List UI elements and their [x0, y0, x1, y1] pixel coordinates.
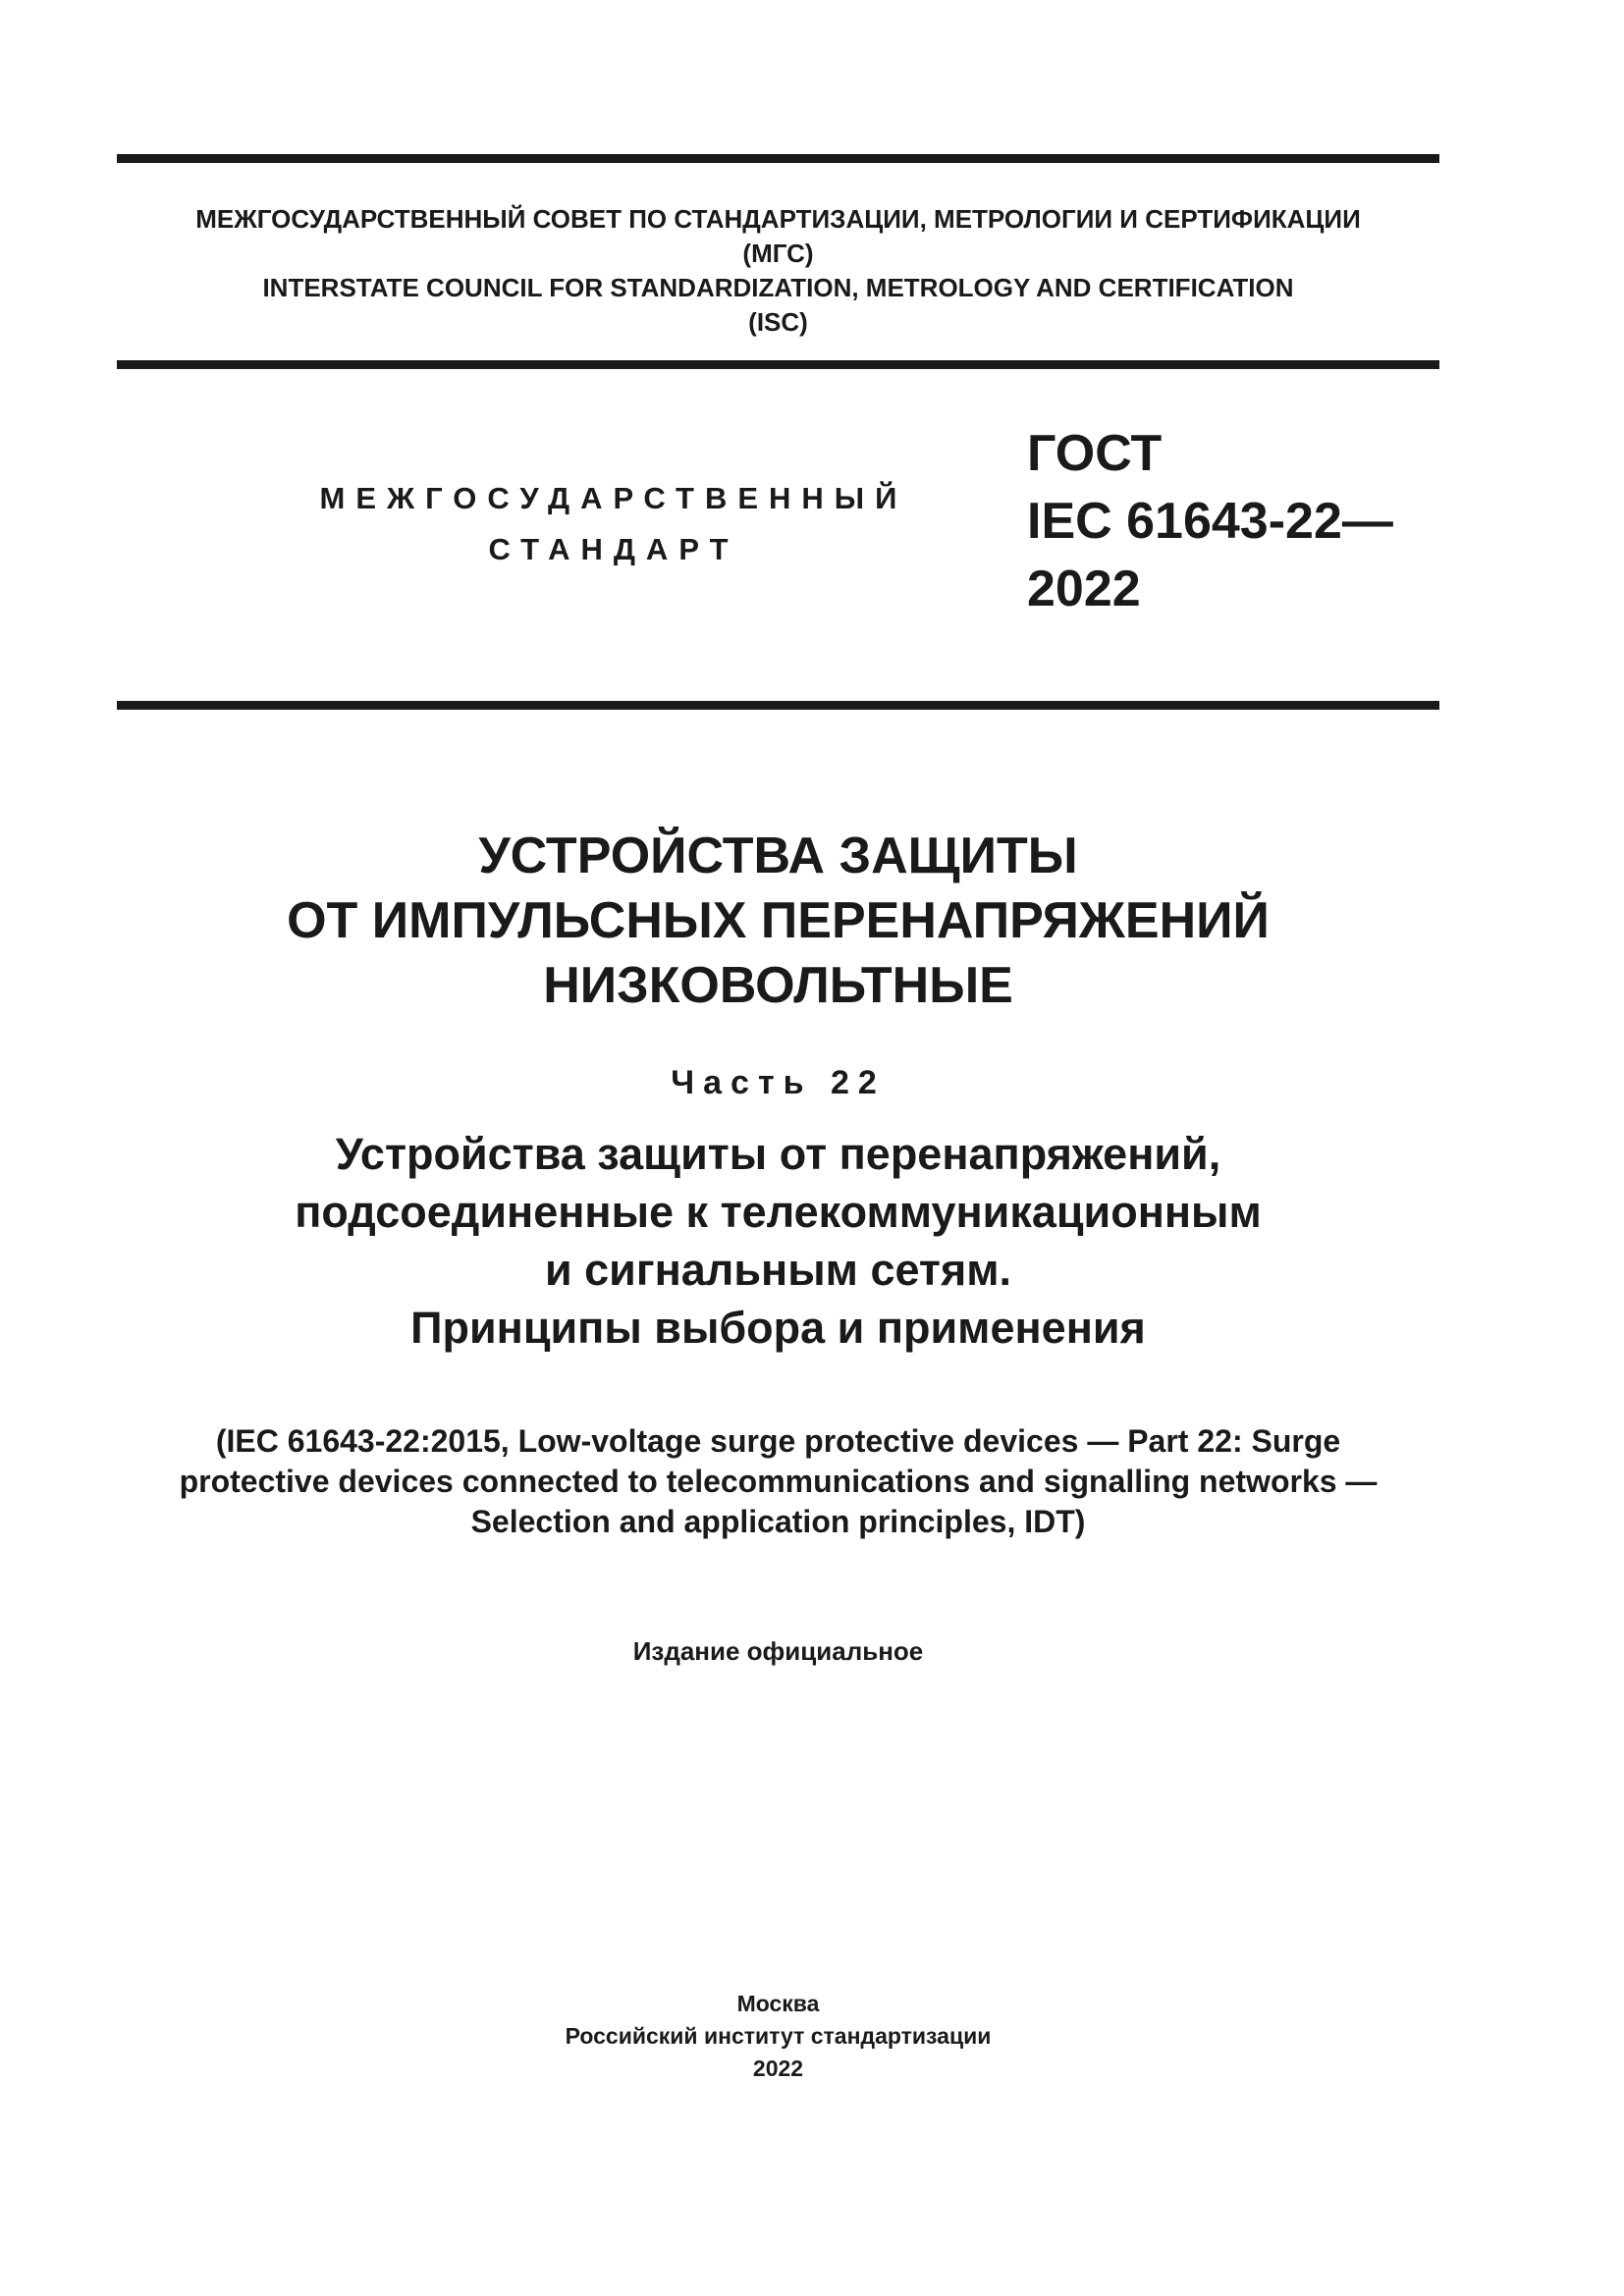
- council-ru-abbr: (МГС): [742, 239, 814, 268]
- designation-rule: [117, 701, 1439, 710]
- designation-line-2: IEC 61643-22—: [1027, 493, 1393, 550]
- council-rule: [117, 360, 1439, 369]
- council-header: [117, 202, 1439, 340]
- publisher-block: [117, 1988, 1439, 2085]
- council-ru-name: МЕЖГОСУДАРСТВЕННЫЙ СОВЕТ ПО СТАНДАРТИЗАЦИИ, МЕТРОЛОГИИ И СЕРТИФИКАЦИИ: [195, 204, 1361, 234]
- top-rule: [117, 154, 1439, 163]
- standard-type: [295, 473, 933, 575]
- subtitle-line-3: и сигнальным сетям.: [544, 1245, 1011, 1295]
- publisher-city: Москва: [736, 1991, 820, 2016]
- title-line-3: НИЗКОВОЛЬТНЫЕ: [543, 957, 1013, 1014]
- iec-reference: [117, 1421, 1439, 1542]
- subtitle-line-1: Устройства защиты от перенапряжений,: [335, 1129, 1221, 1179]
- council-en-abbr: (ISC): [748, 307, 808, 337]
- iec-reference-line-3: Selection and application principles, IDT): [470, 1504, 1086, 1539]
- part-label: Часть 22: [671, 1064, 886, 1101]
- designation-line-3: 2022: [1027, 561, 1141, 617]
- standard-type-line-2: СТАНДАРТ: [488, 532, 739, 566]
- publisher-institute: Российский институт стандартизации: [565, 2023, 992, 2049]
- iec-reference-line-2: protective devices connected to telecommunications and signalling networks —: [179, 1464, 1378, 1499]
- designation-line-1: ГОСТ: [1027, 425, 1163, 482]
- title-line-1: УСТРОЙСТВА ЗАЩИТЫ: [478, 828, 1078, 884]
- standard-designation: [1027, 420, 1393, 623]
- subtitle-line-2: подсоединенные к телекоммуникационным: [295, 1187, 1262, 1237]
- publisher-year: 2022: [752, 2056, 804, 2081]
- document-title: [117, 824, 1439, 1018]
- edition-label: Издание официальное: [632, 1636, 924, 1666]
- standard-type-line-1: МЕЖГОСУДАРСТВЕННЫЙ: [319, 481, 908, 515]
- title-line-2: ОТ ИМПУЛЬСНЫХ ПЕРЕНАПРЯЖЕНИЙ: [287, 892, 1270, 949]
- council-en-name: INTERSTATE COUNCIL FOR STANDARDIZATION, METROLOGY AND CERTIFICATION: [262, 273, 1294, 302]
- subtitle-line-4: Принципы выбора и применения: [410, 1303, 1146, 1353]
- iec-reference-line-1: (IEC 61643-22:2015, Low-voltage surge protective devices — Part 22: Surge: [215, 1423, 1341, 1459]
- document-subtitle: [117, 1125, 1439, 1357]
